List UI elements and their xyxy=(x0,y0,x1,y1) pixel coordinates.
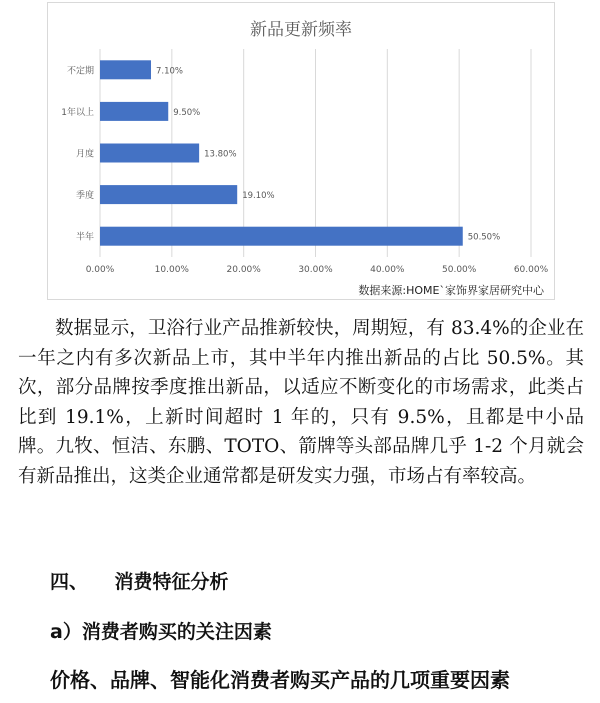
bar-chart xyxy=(47,2,555,300)
data-label: 50.50% xyxy=(467,232,501,243)
chart-plot xyxy=(48,3,554,299)
section-heading: 四、 消费特征分析 xyxy=(50,571,229,593)
data-label: 19.10% xyxy=(242,191,275,202)
data-label: 7.10% xyxy=(156,66,184,77)
lead-heading: 价格、品牌、智能化消费者购买产品的几项重要因素 xyxy=(50,668,510,692)
bar xyxy=(100,144,199,163)
bar xyxy=(100,102,168,121)
data-source-note: 数据来源:HOME`家饰界家居研究中心 xyxy=(358,284,544,297)
bar xyxy=(100,227,463,246)
bar xyxy=(100,185,237,204)
subsection-heading: a）消费者购买的关注因素 xyxy=(50,621,272,643)
x-tick-label: 40.00% xyxy=(370,265,405,275)
chart-title: 新品更新频率 xyxy=(250,20,352,40)
category-label: 半年 xyxy=(75,232,94,243)
bar xyxy=(100,60,151,79)
data-label: 13.80% xyxy=(204,149,237,160)
x-tick-label: 30.00% xyxy=(298,265,333,275)
x-tick-label: 20.00% xyxy=(226,265,261,275)
category-label: 月度 xyxy=(75,149,94,160)
category-label: 不定期 xyxy=(66,66,94,77)
category-label: 1年以上 xyxy=(61,107,94,118)
x-tick-label: 50.00% xyxy=(442,265,477,275)
article-paragraph: 数据显示，卫浴行业产品推新较快，周期短，有 83.4%的企业在一年之内有多次新品上市，其中半年内推出新品的占比 50.5%。其次，部分品牌按季度推出新品，以适应不断变化的市场需求，此类占比到 19.1%，上新时间超时 1 年的，只有 9.5%，且都是中小品牌。九牧、恒洁、东鹏、TOTO、箭牌等头部品牌几乎 1-2 个月就会有新品推出，这类企业通常都是研发实力强，市场占有率较高。 xyxy=(18,318,584,487)
category-label: 季度 xyxy=(75,191,94,202)
x-tick-label: 0.00% xyxy=(85,265,115,275)
x-tick-label: 10.00% xyxy=(154,265,189,275)
data-label: 9.50% xyxy=(173,107,201,118)
x-tick-label: 60.00% xyxy=(513,265,549,275)
